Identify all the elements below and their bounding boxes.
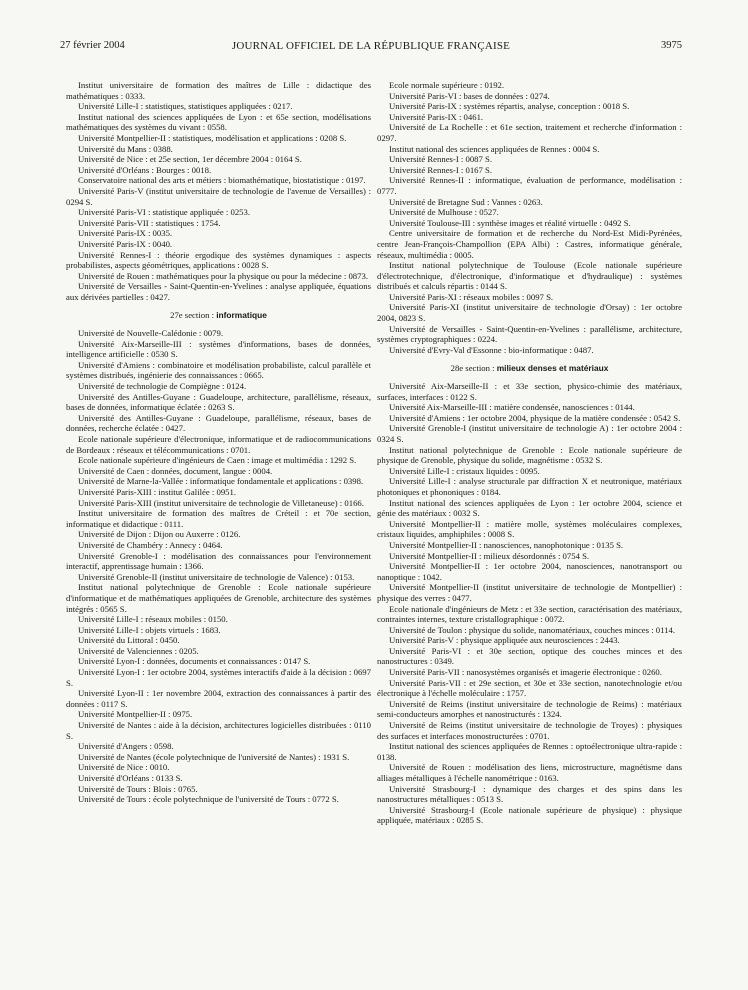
list-entry: Université Montpellier-II : milieux désordonnés : 0754 S. <box>389 550 590 561</box>
list-entry: Université Paris-XIII (institut universitaire de technologie de Villetaneuse) : 0166. <box>78 497 364 508</box>
left-entries-before <box>66 80 371 302</box>
left-entries-after <box>66 328 371 805</box>
list-entry: Université Montpellier-II : statistiques, modélisation et applications : 0208 S. <box>78 132 347 143</box>
list-entry: Université Lille-I : objets virtuels : 1683. <box>78 624 221 635</box>
list-entry: Université Aix-Marseille-III : systèmes d'informations, bases de données, intelligence artificielle : 0530 S. <box>66 338 371 360</box>
list-entry: Université de Caen : données, document, langue : 0004. <box>78 465 273 476</box>
list-entry: Université de Nantes (école polytechnique de l'université de Nantes) : 1931 S. <box>78 751 350 762</box>
list-entry: Institut national des sciences appliquées de Lyon : et 65e section, modélisations mathématiques des systèmes du vivant : 0558. <box>66 111 371 133</box>
list-entry: Université Rennes-I : théorie ergodique des systèmes dynamiques : aspects probabilistes, aspects géométriques, applications : 0028 S. <box>66 249 371 271</box>
list-entry: Université Toulouse-III : synthèse images et réalité virtuelle : 0492 S. <box>389 217 631 228</box>
right-column <box>377 80 682 826</box>
list-entry: Université Lyon-II : 1er novembre 2004, extraction des connaissances à partir des données : 0117 S. <box>66 688 371 709</box>
list-entry: Université de La Rochelle : et 61e section, traitement et recherche d'information : 0297. <box>377 122 682 143</box>
list-entry: Université de Mulhouse : 0527. <box>389 207 499 218</box>
list-entry: Université Montpellier-II : nanosciences, nanophotonique : 0135 S. <box>389 539 624 550</box>
list-entry: Université Grenoble-I (institut universitaire de technologie A) : 1er octobre 2004 : 0324 S. <box>377 423 682 444</box>
list-entry: Conservatoire national des arts et métiers : biomathématique, biostatistique : 0197. <box>78 175 366 186</box>
list-entry: Université Lyon-I : 1er octobre 2004, systèmes interactifs d'aide à la décision : 0697 S. <box>66 667 371 688</box>
list-entry: Université Paris-IX : 0461. <box>389 111 484 122</box>
list-entry: Université Grenoble-II (institut universitaire de technologie de Valence) : 0153. <box>78 571 355 582</box>
list-entry: Université Rennes-II : informatique, évaluation de performance, modélisation : 0777. <box>377 175 682 196</box>
list-entry: Université Paris-VI : bases de données : 0274. <box>389 90 550 101</box>
list-entry: Université de Valenciennes : 0205. <box>78 645 199 656</box>
list-entry: Université d'Angers : 0598. <box>78 741 174 752</box>
list-entry: Université Strasbourg-I : dynamique des charges et des spins dans les nanostructures métalliques : 0513 S. <box>377 783 682 805</box>
list-entry: Université Lille-I : cristaux liquides : 0095. <box>389 465 540 476</box>
list-entry: Centre universitaire de formation et de recherche du Nord-Est Midi-Pyrénées, centre Jean-François-Champollion (EPA Albi) : Castres, informatique générale, réseaux, multimédia : 0005. <box>377 228 682 260</box>
running-header <box>60 40 682 56</box>
list-entry: Université de Dijon : Dijon ou Auxerre : 0126. <box>78 529 241 540</box>
list-entry: Université Paris-VI : statistique appliquée : 0253. <box>78 207 251 218</box>
list-entry: Université du Littoral : 0450. <box>78 635 180 646</box>
list-entry: Université Aix-Marseille-III : matière condensée, nanosciences : 0144. <box>389 402 635 413</box>
section-heading-title: milieux denses et matériaux <box>496 363 609 374</box>
list-entry: Université Paris-V (institut universitaire de technologie de l'avenue de Versailles) : 0294 S. <box>66 185 371 207</box>
page-number: 3975 <box>661 40 682 51</box>
list-entry: Université Paris-VII : et 29e section, et 30e et 33e section, nanotechnologie et/ou électronique à l'échelle moléculaire : 1757. <box>377 677 682 699</box>
list-entry: Université de Versailles - Saint-Quentin-en-Yvelines : analyse appliquée, équations aux dérivées partielles : 0427. <box>66 281 371 302</box>
list-entry: Université de Rouen : modélisation des liens, microstructure, magnétisme dans alliages métalliques à l'échelle nanométrique : 0163. <box>377 762 682 783</box>
list-entry: Université Lille-I : réseaux mobiles : 0150. <box>78 614 228 625</box>
list-entry: Institut national des sciences appliquées de Lyon : 1er octobre 2004, science et génie des matériaux : 0032 S. <box>377 497 682 519</box>
list-entry: Université de Reims (institut universitaire de technologie de Reims) : matériaux semi-conducteurs amorphes et nanostructurés : 1324. <box>377 698 682 720</box>
list-entry: Institut universitaire de formation des maîtres de Créteil : et 70e section, informatique et didactique : 0111. <box>66 508 371 529</box>
list-entry: Université du Mans : 0388. <box>78 143 173 154</box>
list-entry: Université Rennes-I : 0087 S. <box>389 154 493 165</box>
list-entry: Institut universitaire de formation des maîtres de Lille : didactique des mathématiques : 0333. <box>66 80 371 101</box>
list-entry: Université de Marne-la-Vallée : informatique fondamentale et applications : 0398. <box>78 476 364 487</box>
list-entry: Institut national des sciences appliquées de Rennes : 0004 S. <box>389 143 600 154</box>
list-entry: Université de Nice : et 25e section, 1er décembre 2004 : 0164 S. <box>78 154 302 165</box>
list-entry: Université Strasbourg-I (Ecole nationale supérieure de physique) : physique appliquée, matériaux : 0285 S. <box>377 804 682 826</box>
list-entry: Université Paris-IX : 0040. <box>78 238 173 249</box>
list-entry: Université Montpellier-II (institut universitaire de technologie de Montpellier) : physique des verres : 0477. <box>377 582 682 603</box>
section-heading-title: informatique <box>216 310 267 321</box>
section-heading-prefix: 28e section : <box>450 363 497 374</box>
right-entries-before <box>377 80 682 355</box>
list-entry: Université d'Orléans : Bourges : 0018. <box>78 164 212 175</box>
list-entry: Institut national polytechnique de Grenoble : Ecole nationale supérieure d'informatique et de mathématiques appliquées de Grenoble, architecture des systèmes intégrés : 0565 S. <box>66 582 371 614</box>
list-entry: Université Lyon-I : données, documents et connaissances : 0147 S. <box>78 656 311 667</box>
left-column <box>66 80 371 805</box>
list-entry: Université Montpellier-II : matière molle, systèmes moléculaires complexes, cristaux liquides, amphiphiles : 0008 S. <box>377 518 682 540</box>
list-entry: Université Paris-XI : réseaux mobiles : 0097 S. <box>389 291 554 302</box>
list-entry: Université Paris-XIII : institut Galilée : 0951. <box>78 486 237 497</box>
list-entry: Université Paris-IX : 0035. <box>78 228 173 239</box>
list-entry: Université Paris-VII : statistiques : 1754. <box>78 217 221 228</box>
section-heading-28 <box>377 363 682 374</box>
list-entry: Université Lille-I : statistiques, statistiques appliquées : 0217. <box>78 101 293 112</box>
list-entry: Université de Nice : 0010. <box>78 762 170 773</box>
list-entry: Université Paris-VI : et 30e section, optique des couches minces et des nanostructures : 0349. <box>377 645 682 667</box>
journal-title: JOURNAL OFFICIEL DE LA RÉPUBLIQUE FRANÇAISE <box>231 40 511 52</box>
list-entry: Ecole nationale d'ingénieurs de Metz : et 33e section, caractérisation des matériaux, contraintes internes, texture cristallographique : 0072. <box>377 603 682 625</box>
section-heading-prefix: 27e section : <box>170 310 217 321</box>
list-entry: Université de Tours : Blois : 0765. <box>78 783 198 794</box>
list-entry: Université des Antilles-Guyane : Guadeloupe, architecture, parallélisme, réseaux, bases de données, informatique éclatée : 0263 S. <box>66 391 371 413</box>
list-entry: Ecole nationale supérieure d'électronique, informatique et de radiocommunications de Bordeaux : réseaux et télécommunications : 0701. <box>66 434 371 455</box>
list-entry: Université Paris-XI (institut universitaire de technologie d'Orsay) : 1er octobre 2004, 0823 S. <box>377 302 682 324</box>
list-entry: Université Grenoble-I : modélisation des connaissances pour l'environnement interactif, apprentissage humain : 1366. <box>66 550 371 572</box>
list-entry: Université Paris-IX : systèmes répartis, analyse, conception : 0018 S. <box>389 101 630 112</box>
section-heading-27 <box>66 310 371 321</box>
list-entry: Université Aix-Marseille-II : et 33e section, physico-chimie des matériaux, surfaces, interfaces : 0122 S. <box>377 381 682 402</box>
list-entry: Université de Rouen : mathématiques pour la physique ou pour la médecine : 0873. <box>78 270 368 281</box>
list-entry: Université de Bretagne Sud : Vannes : 0263. <box>389 196 543 207</box>
list-entry: Université d'Amiens : combinatoire et modélisation probabiliste, calcul parallèle et systèmes distribués, ingénierie des connaissances : 0665. <box>66 359 371 381</box>
list-entry: Université de technologie de Compiègne : 0124. <box>78 381 247 392</box>
list-entry: Université Montpellier-II : 0975. <box>78 709 193 720</box>
list-entry: Université de Reims (institut universitaire de technologie de Troyes) : physiques des surfaces et interfaces monostructurées : 0701. <box>377 720 682 741</box>
list-entry: Université de Nouvelle-Calédonie : 0079. <box>78 328 223 339</box>
list-entry: Université de Nantes : aide à la décision, architectures logicielles distribuées : 0110 S. <box>66 720 371 741</box>
list-entry: Université d'Orléans : 0133 S. <box>78 773 183 783</box>
list-entry: Université d'Amiens : 1er octobre 2004, physique de la matière condensée : 0542 S. <box>389 412 681 423</box>
list-entry: Université Paris-V : physique appliquée aux neurosciences : 2443. <box>389 635 620 646</box>
list-entry: Ecole normale supérieure : 0192. <box>389 80 505 90</box>
list-entry: Ecole nationale supérieure d'ingénieurs de Caen : image et multimédia : 1292 S. <box>78 455 357 466</box>
list-entry: Université d'Evry-Val d'Essonne : bio-informatique : 0487. <box>389 344 594 355</box>
list-entry: Université Lille-I : analyse structurale par diffraction X et neutronique, matériaux photoniques et phononiques : 0184. <box>377 476 682 497</box>
list-entry: Institut national polytechnique de Grenoble : Ecole nationale supérieure de physique de Grenoble, physique du solide, magnétisme : 0532 S. <box>377 444 682 466</box>
list-entry: Université de Versailles - Saint-Quentin-en-Yvelines : parallélisme, architecture, systèmes cryptographiques : 0224. <box>377 323 682 345</box>
list-entry: Université Montpellier-II : 1er octobre 2004, nanosciences, nanotransport ou nanoptique : 1042. <box>377 561 682 582</box>
list-entry: Institut national des sciences appliquées de Rennes : optoélectronique ultra-rapide : 0138. <box>377 741 682 762</box>
list-entry: Université Paris-VII : nanosystèmes organisés et imagerie électronique : 0260. <box>389 667 662 678</box>
list-entry: Université de Tours : école polytechnique de l'université de Tours : 0772 S. <box>78 794 339 805</box>
list-entry: Université de Chambéry : Annecy : 0464. <box>78 539 223 550</box>
list-entry: Université Rennes-I : 0167 S. <box>389 164 493 175</box>
header-date: 27 février 2004 <box>60 40 125 51</box>
list-entry: Institut national polytechnique de Toulouse (Ecole nationale supérieure d'électrotechnique, d'électronique, d'informatique et d'hydraulique) : systèmes distribués et calculs répartis : 0144 S. <box>377 260 682 292</box>
list-entry: Université des Antilles-Guyane : Guadeloupe, parallélisme, réseaux, bases de données, recherche éclatée : 0427. <box>66 412 371 434</box>
right-entries-after <box>377 381 682 826</box>
list-entry: Université de Toulon : physique du solide, nanomatériaux, couches minces : 0114. <box>389 624 676 635</box>
